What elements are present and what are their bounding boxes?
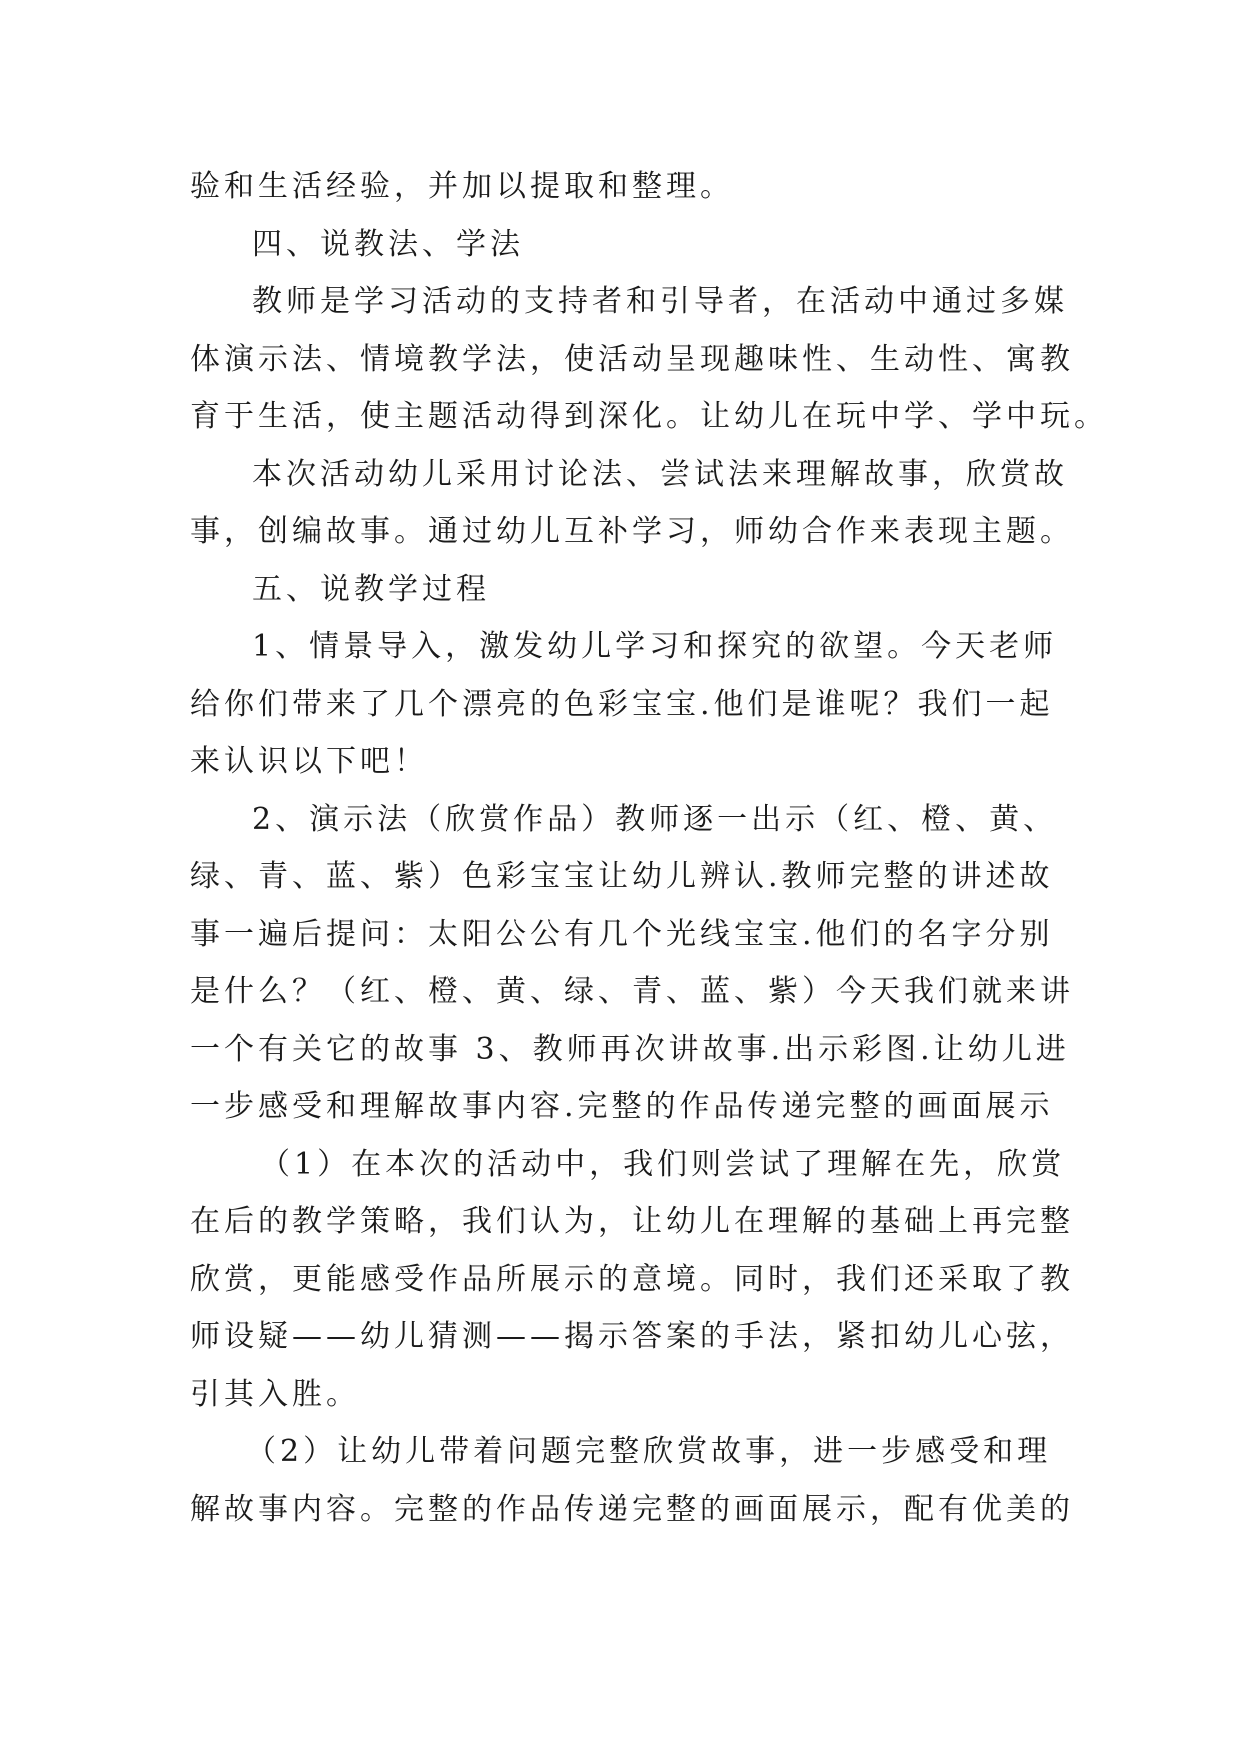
- paragraph-line: 欣赏，更能感受作品所展示的意境。同时，我们还采取了教: [190, 1261, 1074, 1297]
- paragraph-line: 本次活动幼儿采用讨论法、尝试法来理解故事，欣赏故: [252, 456, 1068, 492]
- paragraph-line: 师设疑——幼儿猜测——揭示答案的手法，紧扣幼儿心弦，: [190, 1319, 1074, 1354]
- paragraph-line: 教师是学习活动的支持者和引导者，在活动中通过多媒: [252, 284, 1068, 319]
- paragraph-line: （2）让幼儿带着问题完整欣赏故事，进一步感受和理: [246, 1434, 1052, 1469]
- paragraph-line: 2、演示法（欣赏作品）教师逐一出示（红、橙、黄、: [252, 801, 1058, 837]
- section-heading-teaching-methods: 四、说教法、学法: [252, 226, 524, 262]
- document-body: [190, 158, 1108, 1538]
- paragraph-line: 1、情景导入，激发幼儿学习和探究的欲望。今天老师: [252, 629, 1058, 664]
- section-heading-teaching-process: 五、说教学过程: [252, 571, 490, 607]
- paragraph-line: 给你们带来了几个漂亮的色彩宝宝.他们是谁呢？我们一起: [190, 686, 1054, 722]
- paragraph-line: 一步感受和理解故事内容.完整的作品传递完整的画面展示: [190, 1089, 1054, 1124]
- paragraph-line: 是什么？（红、橙、黄、绿、青、蓝、紫）今天我们就来讲: [190, 974, 1074, 1009]
- paragraph-line: 解故事内容。完整的作品传递完整的画面展示，配有优美的: [190, 1491, 1074, 1527]
- paragraph-line: 来认识以下吧！: [190, 744, 428, 779]
- paragraph-line: 绿、青、蓝、紫）色彩宝宝让幼儿辨认.教师完整的讲述故: [190, 859, 1054, 894]
- paragraph-line: 一个有关它的故事 3、教师再次讲故事.出示彩图.让幼儿进: [190, 1031, 1070, 1067]
- paragraph-line: 事一遍后提问：太阳公公有几个光线宝宝.他们的名字分别: [190, 916, 1054, 952]
- paragraph-line: 验和生活经验，并加以提取和整理。: [190, 169, 734, 204]
- paragraph-line: 育于生活，使主题活动得到深化。让幼儿在玩中学、学中玩。: [190, 399, 1108, 434]
- paragraph-line: 体演示法、情境教学法，使活动呈现趣味性、生动性、寓教: [190, 341, 1074, 377]
- paragraph-line: 引其入胜。: [190, 1376, 360, 1412]
- paragraph-line: 事，创编故事。通过幼儿互补学习，师幼合作来表现主题。: [190, 514, 1074, 549]
- paragraph-line: 在后的教学策略，我们认为，让幼儿在理解的基础上再完整: [190, 1204, 1074, 1239]
- paragraph-line: （1）在本次的活动中，我们则尝试了理解在先，欣赏: [260, 1146, 1066, 1182]
